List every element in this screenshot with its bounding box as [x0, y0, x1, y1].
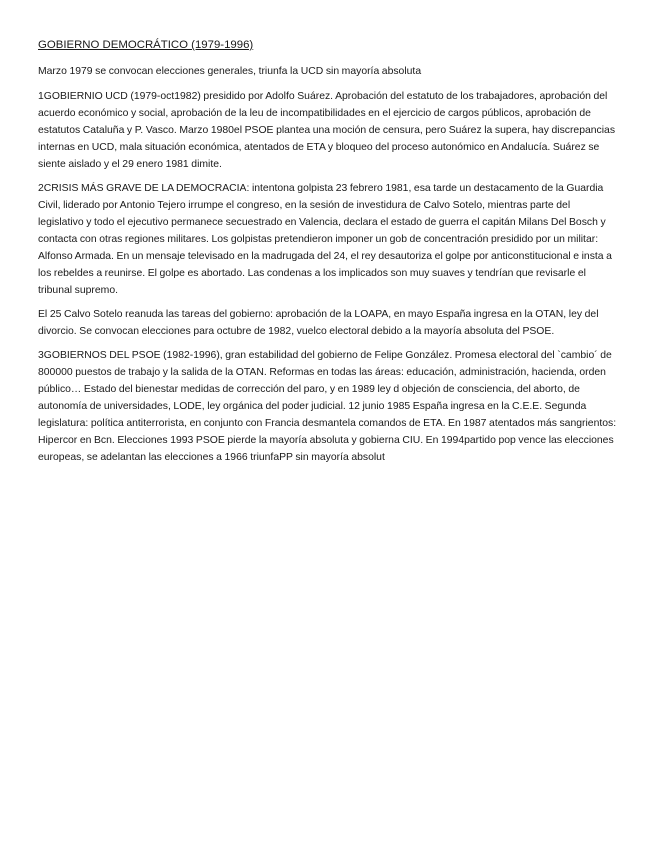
paragraph-gobiernos-psoe: 3GOBIERNOS DEL PSOE (1982-1996), gran estabilidad del gobierno de Felipe González. Promesa electoral del `cambio´ de 800000 puestos de trabajo y la salida de la OTAN. Reformas en todas las áreas: educación, administración, hacienda, orden público… Estado del bienestar medidas de corrección del paro, y en 1989 ley d objeción de consciencia, del aborto, de autonomía de universidades, LODE, ley orgánica del poder judicial. 12 junio 1985 España ingresa en la C.E.E. Segunda legislatura: política antiterrorista, en conjunto con Francia desmantela comandos de ETA. En 1987 atentados más sangrientos: Hipercor en Bcn. Elecciones 1993 PSOE pierde la mayoría absoluta y gobierna CIU. En 1994partido pop vence las elecciones europeas, se adelantan las elecciones a 1966 triunfaPP sin mayoría absolut: [38, 350, 617, 463]
paragraph-elections-1979: Marzo 1979 se convocan elecciones generales, triunfa la UCD sin mayoría absoluta: [38, 66, 422, 77]
paragraph-calvo-sotelo: El 25 Calvo Sotelo reanuda las tareas del gobierno: aprobación de la LOAPA, en mayo España ingresa en la OTAN, ley del divorcio. Se convocan elecciones para octubre de 1982, vuelco electoral debido a la mayoría absoluta del PSOE.: [38, 309, 599, 337]
document-page: [38, 38, 618, 473]
document-title: GOBIERNO DEMOCRÁTICO (1979-1996): [38, 39, 254, 51]
paragraph-gobierno-ucd: 1GOBIERNIO UCD (1979-oct1982) presidido por Adolfo Suárez. Aprobación del estatuto de los trabajadores, aprobación del acuerdo económico y social, aprobación de la leu de incompatibilidades en el ejercicio de cargos públicos, aprobación de estatutos Cataluña y P. Vasco. Marzo 1980el PSOE plantea una moción de censura, pero Suárez la supera, hay discrepancias internas en UCD, mala situación económica, atentados de ETA y bloqueo del proceso autonómico en Andalucía. Suárez se siente aislado y el 29 enero 1981 dimite.: [38, 91, 616, 170]
paragraph-crisis-democracia: 2CRISIS MÁS GRAVE DE LA DEMOCRACIA: intentona golpista 23 febrero 1981, esa tarde un destacamento de la Guardia Civil, liderado por Antonio Tejero irrumpe el congreso, en la sesión de investidura de Calvo Sotelo, mientras parte del legislativo y todo el ejecutivo permanece secuestrado en Valencia, declara el estado de guerra el capitán Milans Del Bosch y contacta con otras regiones militares. Los golpistas pretendieron imponer un gob de concentración presidido por un militar: Alfonso Armada. En un mensaje televisado en la madrugada del 24, el rey desautoriza el golpe por anticonstitucional e insta a los rebeldes a reunirse. El golpe es abortado. Las condenas a los implicados son muy suaves y tendrían que revisarle el tribunal supremo.: [38, 183, 612, 296]
